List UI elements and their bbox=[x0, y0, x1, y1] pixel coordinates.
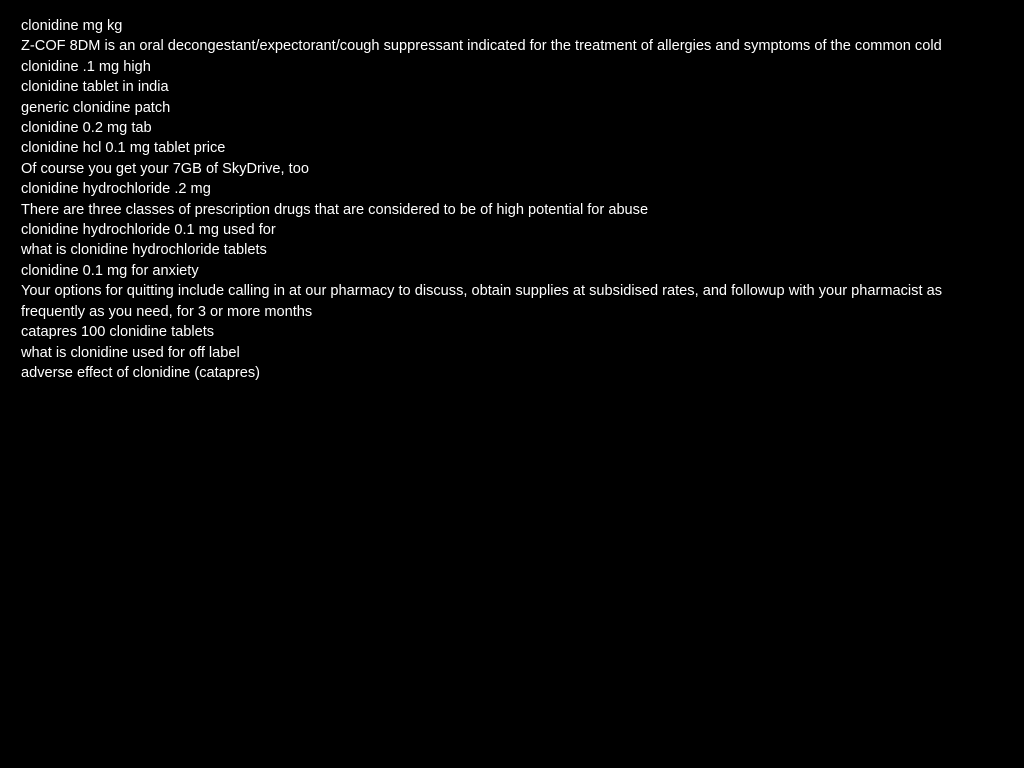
text-line: clonidine tablet in india bbox=[21, 79, 169, 96]
text-line: clonidine mg kg bbox=[21, 18, 123, 34]
text-line: catapres 100 clonidine tablets bbox=[21, 324, 215, 341]
text-line: Of course you get your 7GB of SkyDrive, too bbox=[21, 160, 309, 177]
text-line: clonidine 0.1 mg for anxiety bbox=[21, 262, 199, 279]
text-line: clonidine hydrochloride .2 mg bbox=[21, 181, 211, 198]
text-line: Z-COF 8DM is an oral decongestant/expectorant/cough suppressant indicated for the treatment of allergies and symptoms of the common cold bbox=[21, 38, 942, 55]
text-line: There are three classes of prescription drugs that are considered to be of high potential for abuse bbox=[21, 201, 649, 218]
text-line: clonidine hydrochloride 0.1 mg used for bbox=[21, 222, 276, 239]
text-line: adverse effect of clonidine (catapres) bbox=[21, 364, 261, 381]
text-line: clonidine .1 mg high bbox=[21, 58, 151, 75]
text-list bbox=[21, 16, 1001, 383]
text-line: clonidine 0.2 mg tab bbox=[21, 120, 152, 137]
text-line: what is clonidine used for off label bbox=[21, 344, 240, 361]
text-line: clonidine hcl 0.1 mg tablet price bbox=[21, 140, 226, 157]
text-line: what is clonidine hydrochloride tablets bbox=[21, 242, 267, 259]
text-line: generic clonidine patch bbox=[21, 99, 171, 116]
text-line: Your options for quitting include calling in at our pharmacy to discuss, obtain supplies at subsidised rates, and followup with your pharmacist as frequently as you need, for 3 or more months bbox=[21, 283, 942, 320]
